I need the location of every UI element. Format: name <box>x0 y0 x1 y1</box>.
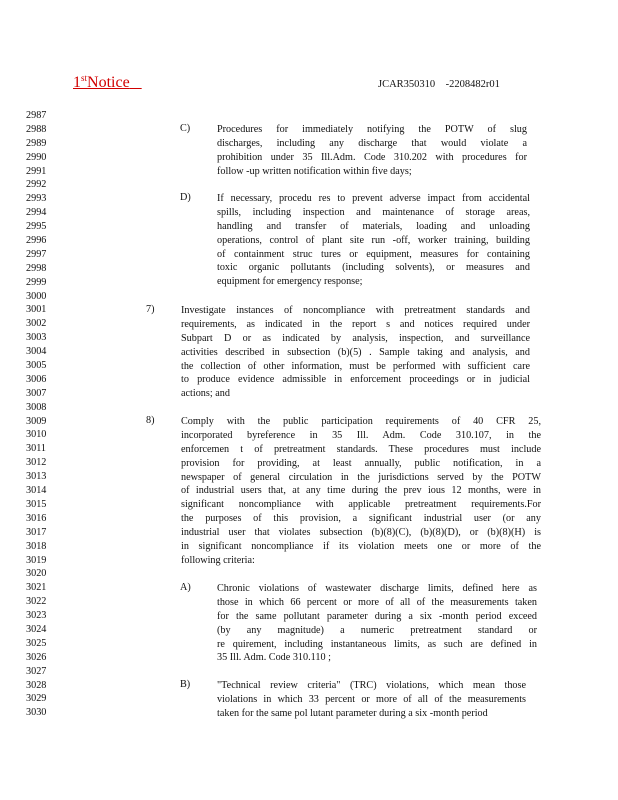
item-b-label: B) <box>180 679 191 690</box>
line-number: 3012 <box>26 457 47 469</box>
text-line: provision for providing, at least annually, public notification, in a <box>181 457 541 469</box>
text-line: Subpart D or as indicated by analysis, inspection, and surveillance <box>181 332 530 344</box>
text-line: discharges, including any discharge that would violate a <box>217 137 527 149</box>
line-number: 2995 <box>26 221 47 233</box>
line-number: 3005 <box>26 360 47 372</box>
line-number: 3016 <box>26 512 47 524</box>
line-number: 2988 <box>26 123 47 135</box>
line-number: 3007 <box>26 387 47 399</box>
item-8-label: 8) <box>146 415 155 426</box>
line-number-column <box>26 109 46 720</box>
text-line: significant noncompliance with applicable pretreatment requirements.For <box>181 499 541 511</box>
line-number: 3009 <box>26 415 47 427</box>
line-number: 3006 <box>26 373 47 385</box>
line-number: 3021 <box>26 582 47 594</box>
text-line: If necessary, procedu res to prevent adverse impact from accidental <box>217 193 530 204</box>
notice-suffix: st <box>81 73 88 83</box>
notice-heading <box>73 74 142 92</box>
line-number: 2997 <box>26 248 47 260</box>
text-line: those in which 66 percent or more of all of the measurements taken <box>217 596 537 608</box>
item-c-label: C) <box>180 123 191 134</box>
text-line: of industrial users that, at any time during the prev ious 12 months, were in <box>181 485 541 497</box>
item-c-text <box>217 123 527 179</box>
text-line: operations, control of plant site run -off, worker training, building <box>217 234 530 246</box>
text-line: the purposes of this provision, a significant industrial user (or any <box>181 513 541 525</box>
text-line: newspaper of general circulation in the jurisdictions served by the POTW <box>181 471 541 483</box>
text-line: handling and transfer of materials, loading and unloading <box>217 220 530 232</box>
line-number: 3019 <box>26 554 47 566</box>
line-number: 2992 <box>26 179 47 191</box>
line-number: 3020 <box>26 568 47 580</box>
line-number: 3004 <box>26 346 47 358</box>
line-number: 3026 <box>26 651 47 663</box>
text-line: in significant noncompliance if its violation meets one or more of the <box>181 541 541 553</box>
item-a-text <box>217 582 537 665</box>
text-line: actions; and <box>181 388 230 400</box>
line-number: 2993 <box>26 193 47 205</box>
line-number: 3024 <box>26 623 47 635</box>
text-line: "Technical review criteria" (TRC) violations, which mean those <box>217 680 526 691</box>
line-number: 3027 <box>26 665 47 677</box>
text-line: taken for the same pol lutant parameter during a six -month period <box>217 707 488 719</box>
line-number: 2991 <box>26 165 47 177</box>
line-number: 3010 <box>26 429 47 441</box>
text-line: prohibition under 35 Ill.Adm. Code 310.202 with procedures for <box>217 151 527 163</box>
line-number: 2987 <box>26 110 47 121</box>
item-d-label: D) <box>180 192 191 203</box>
text-line: Chronic violations of wastewater discharge limits, defined here as <box>217 583 537 594</box>
line-number: 3008 <box>26 401 47 413</box>
item-8-text <box>181 415 541 568</box>
line-number: 2996 <box>26 235 47 247</box>
text-line: equipment for emergency response; <box>217 276 363 288</box>
text-line: spills, including inspection and maintenance of storage areas, <box>217 206 530 218</box>
text-line: 35 Ill. Adm. Code 310.110 ; <box>217 652 331 664</box>
text-line: incorporated byreference in 35 Ill. Adm. Code 310.107, in the <box>181 429 541 441</box>
line-number: 3025 <box>26 637 47 649</box>
text-line: requirements, as indicated in the report s and notices required under <box>181 318 530 330</box>
text-line: toxic organic pollutants (including solvents), or measures and <box>217 262 530 274</box>
item-a-label: A) <box>180 582 191 593</box>
line-number: 3023 <box>26 610 47 622</box>
notice-word: Notice <box>87 74 130 91</box>
text-line: re quirement, including instantaneous limits, as such are defined in <box>217 638 537 650</box>
line-number: 3028 <box>26 679 47 691</box>
line-number: 2989 <box>26 137 47 149</box>
text-line: activities described in subsection (b)(5) . Sample taking and analysis, and <box>181 346 530 358</box>
text-line: Investigate instances of noncompliance with pretreatment standards and <box>181 305 530 316</box>
text-line: industrial user that violates subsection (b)(8)(C), (b)(8)(D), or (b)(8)(H) is <box>181 527 541 539</box>
line-number: 3003 <box>26 332 47 344</box>
text-line: (by any magnitude) a numeric pretreatment standard or <box>217 624 537 636</box>
line-number: 3017 <box>26 526 47 538</box>
item-d-text <box>217 192 530 289</box>
line-number: 3022 <box>26 596 47 608</box>
text-line: Comply with the public participation requirements of 40 CFR 25, <box>181 416 541 427</box>
document-id: JCAR350310 -2208482r01 <box>378 79 500 90</box>
line-number: 2998 <box>26 262 47 274</box>
line-number: 2990 <box>26 151 47 163</box>
text-line: to produce evidence admissible in enforcement proceedings or in judicial <box>181 374 530 386</box>
text-line: Procedures for immediately notifying the POTW of slug <box>217 124 527 135</box>
item-7-label: 7) <box>146 304 155 315</box>
text-line: enforcemen t of pretreatment standards. These procedures must include <box>181 443 541 455</box>
line-number: 3000 <box>26 290 47 302</box>
notice-number: 1 <box>73 74 81 91</box>
line-number: 3018 <box>26 540 47 552</box>
line-number: 2994 <box>26 207 47 219</box>
text-line: violations in which 33 percent or more of all of the measurements <box>217 693 526 705</box>
line-number: 3015 <box>26 498 47 510</box>
text-line: for the same pollutant parameter during a six -month period exceed <box>217 610 537 622</box>
line-number: 3013 <box>26 471 47 483</box>
line-number: 3001 <box>26 304 47 316</box>
line-number: 2999 <box>26 276 47 288</box>
text-line: follow -up written notification within five days; <box>217 165 412 177</box>
text-line: of containment struc tures or equipment, measures for containing <box>217 248 530 260</box>
line-number: 3030 <box>26 707 47 719</box>
item-b-text <box>217 679 526 721</box>
line-number: 3011 <box>26 443 46 455</box>
text-line: the collection of other information, must be performed with sufficient care <box>181 360 530 372</box>
line-number: 3002 <box>26 318 47 330</box>
item-7-text <box>181 304 530 401</box>
line-number: 3029 <box>26 693 47 705</box>
text-line: following criteria: <box>181 554 255 566</box>
line-number: 3014 <box>26 485 47 497</box>
